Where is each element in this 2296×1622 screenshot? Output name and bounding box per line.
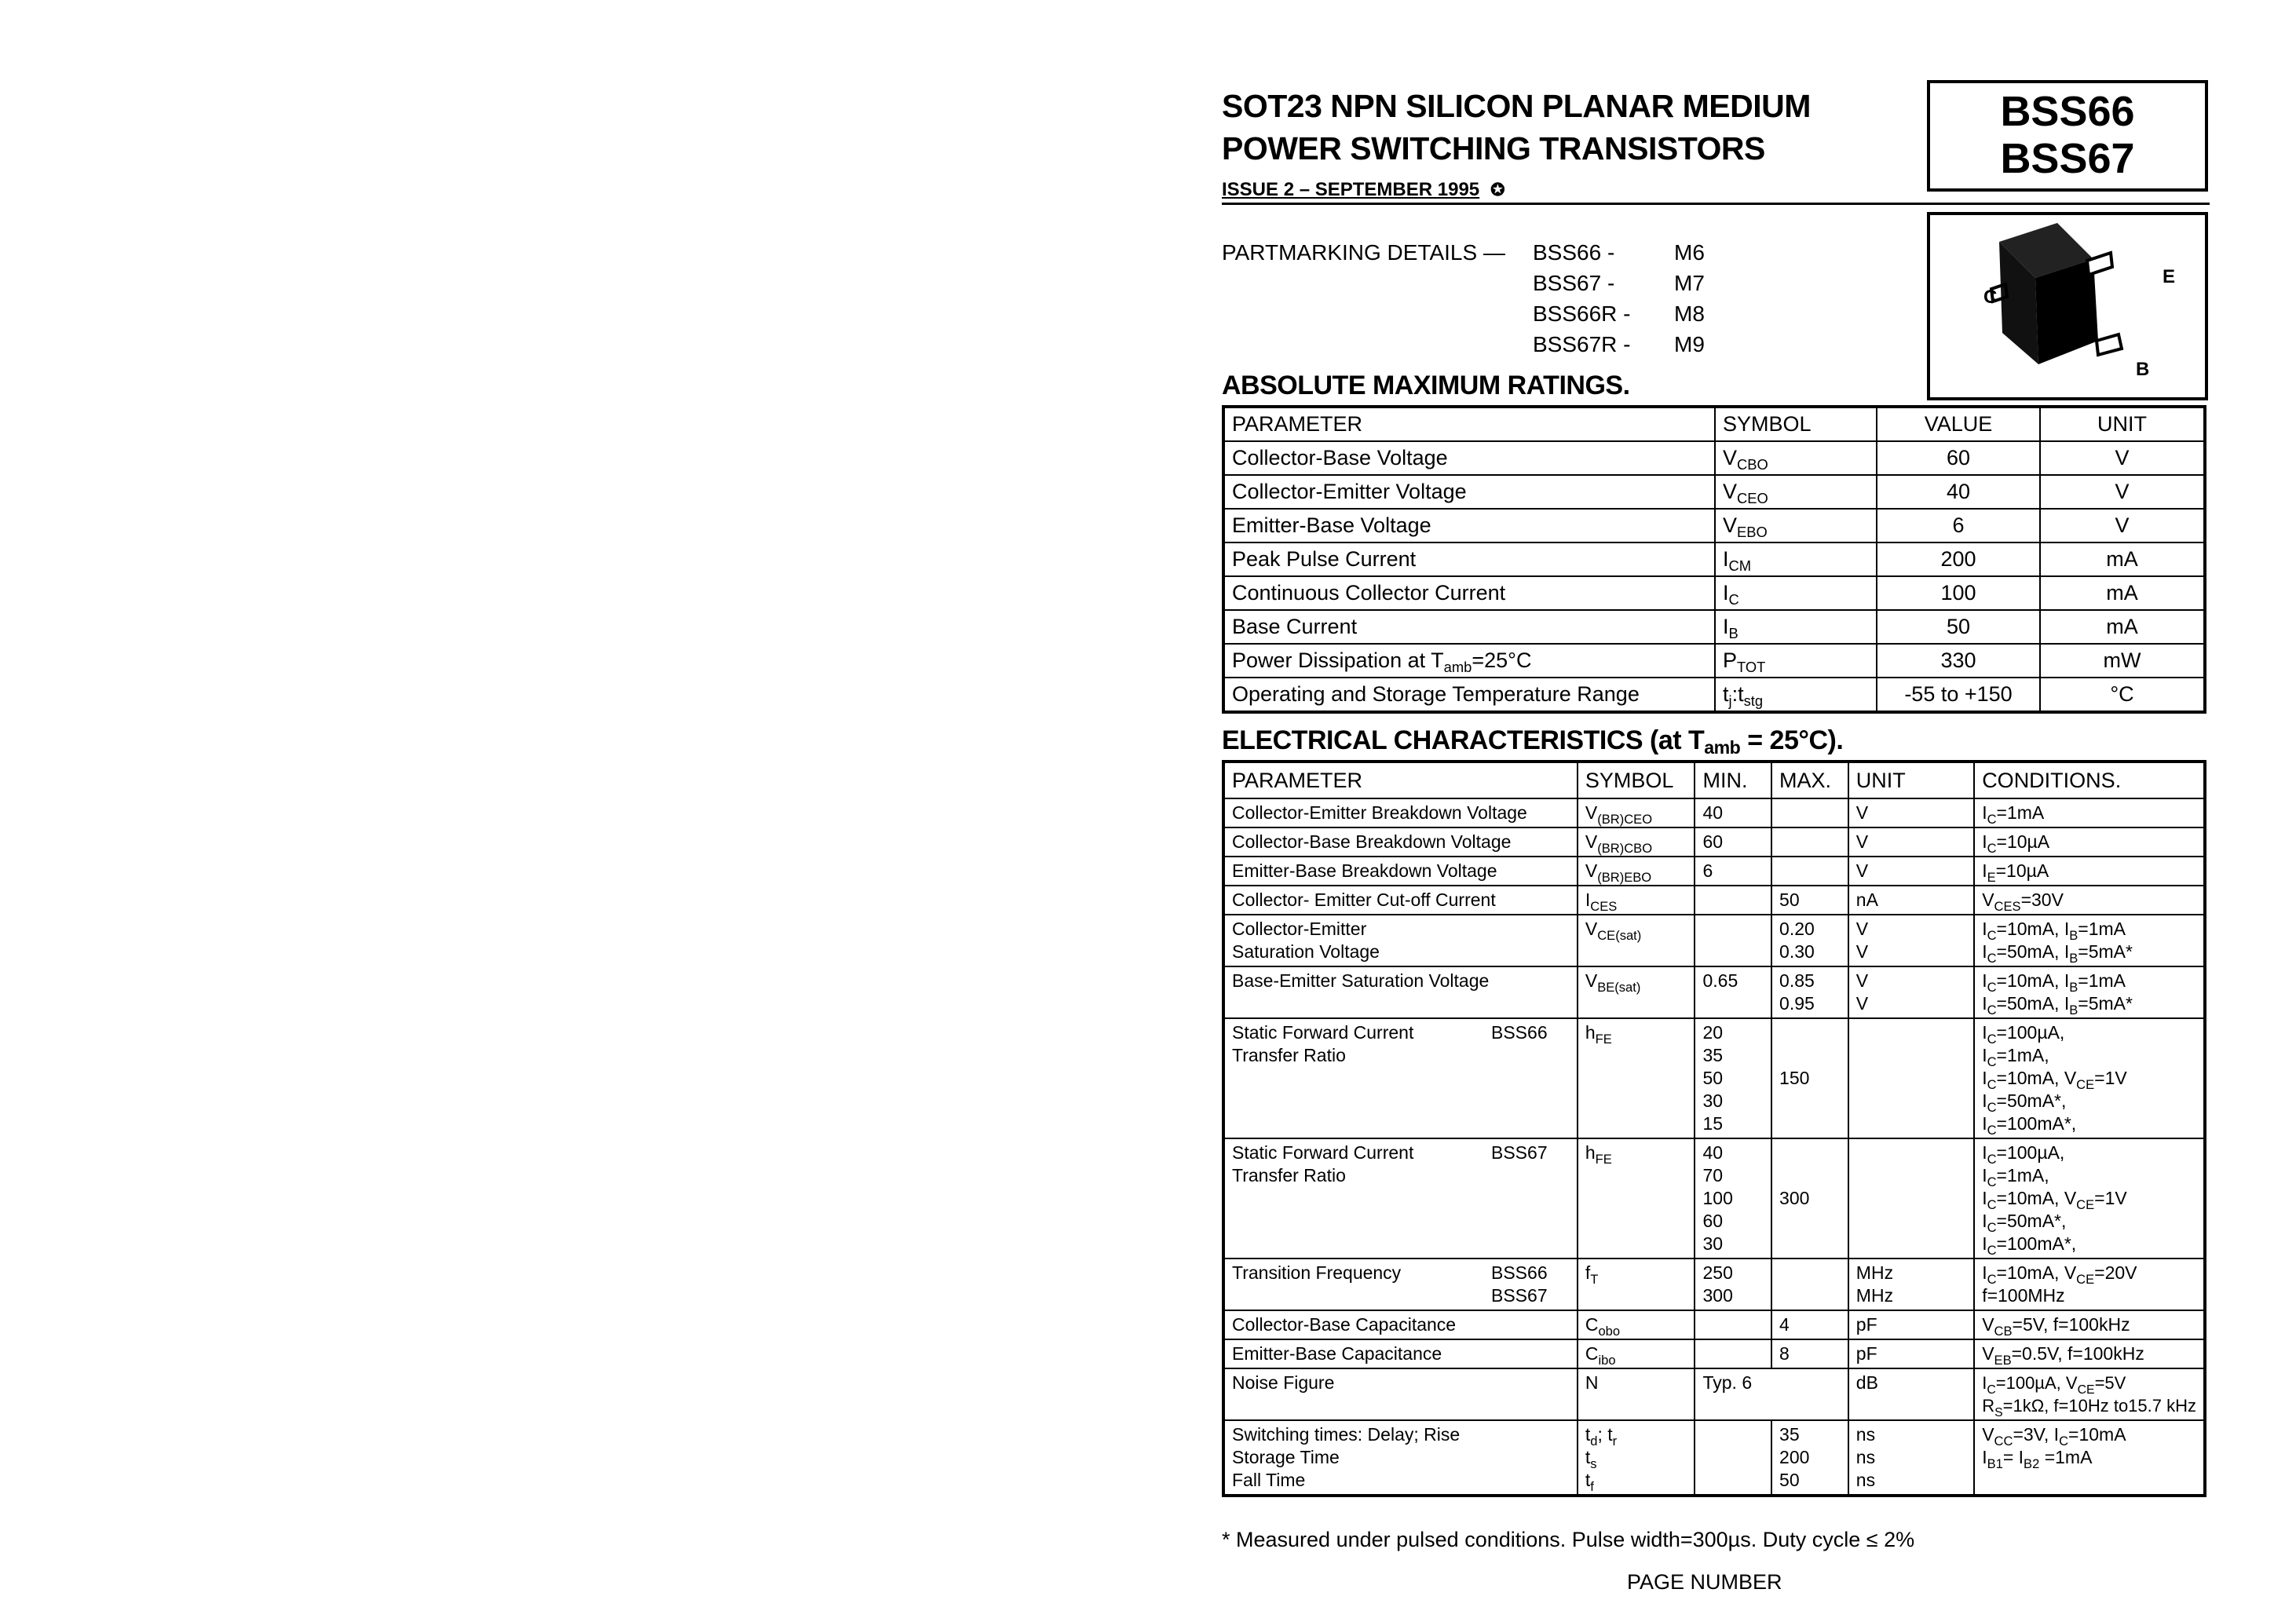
- min-cell: Typ. 6: [1695, 1368, 1848, 1420]
- header-max: MAX.: [1771, 762, 1848, 798]
- min-cell: 250 300: [1695, 1259, 1771, 1310]
- title-line-1: SOT23 NPN SILICON PLANAR MEDIUM: [1222, 88, 1811, 124]
- param-cell: Continuous Collector Current: [1223, 576, 1715, 610]
- param-cell: Static Forward Current Transfer Ratio BSS66: [1223, 1018, 1578, 1138]
- value-cell: 100: [1877, 576, 2040, 610]
- unit-cell: [1848, 1018, 1974, 1138]
- param-cell: Base-Emitter Saturation Voltage: [1223, 966, 1578, 1018]
- unit-cell: dB: [1848, 1368, 1974, 1420]
- unit-cell: V: [2040, 441, 2205, 475]
- param-cell: Collector-Base Breakdown Voltage: [1223, 827, 1578, 857]
- param-cell: Peak Pulse Current: [1223, 542, 1715, 576]
- param-cell: Static Forward Current Transfer Ratio BSS67: [1223, 1138, 1578, 1259]
- part-number-1: BSS66: [2000, 88, 2135, 135]
- max-cell: 0.85 0.95: [1771, 966, 1848, 1018]
- symbol-cell: $C_{ibo}$: [1578, 1339, 1695, 1368]
- param-cell: Noise Figure: [1223, 1368, 1578, 1420]
- table-header-row: [1223, 762, 2205, 798]
- header-parameter: PARAMETER: [1223, 407, 1715, 441]
- table-row: [1223, 798, 2205, 827]
- conditions-cell: $I_C=100\mu A$, $I_C=1mA$, $I_C=10mA$, $V_{CE}=1V$ $I_C=50mA*$, $I_C=100mA*$,: [1974, 1138, 2205, 1259]
- absolute-maximum-ratings-table: [1222, 405, 2206, 714]
- symbol-cell: N: [1578, 1368, 1695, 1420]
- conditions-cell: $I_C=1mA$: [1974, 798, 2205, 827]
- table-header-row: [1223, 407, 2205, 441]
- table-row: [1223, 1259, 2205, 1310]
- document-title: [1222, 85, 1811, 170]
- symbol-cell: $h_{FE}$: [1578, 1138, 1695, 1259]
- param-cell: Emitter-Base Voltage: [1223, 509, 1715, 542]
- symbol-cell: $V_{(BR)CEO}$: [1578, 798, 1695, 827]
- package-drawing: [1927, 212, 2208, 400]
- pin-c-label: C: [1983, 287, 1998, 308]
- header-value: VALUE: [1877, 407, 2040, 441]
- partmark-part: BSS66 -: [1533, 240, 1615, 265]
- conditions-cell: $I_C=100\mu A$, $V_{CE}=5V$ $R_S=1k\Omega$, f=10Hz to15.7 kHz: [1974, 1368, 2205, 1420]
- max-cell: 8: [1771, 1339, 1848, 1368]
- header-parameter: PARAMETER: [1223, 762, 1578, 798]
- footnote: * Measured under pulsed conditions. Pulse width=300µs. Duty cycle ≤ 2%: [1222, 1528, 1915, 1551]
- param-cell: Collector-Emitter Voltage: [1223, 475, 1715, 509]
- partmark-code: M9: [1674, 332, 1705, 356]
- param-cell: Transition Frequency BSS66 BSS67: [1223, 1259, 1578, 1310]
- partmark-row: [1533, 237, 1705, 268]
- param-cell: Operating and Storage Temperature Range: [1223, 678, 1715, 712]
- max-cell: 150: [1771, 1018, 1848, 1138]
- unit-cell: mA: [2040, 610, 2205, 644]
- page-number: PAGE NUMBER: [1627, 1570, 1782, 1594]
- partmark-code: M6: [1674, 240, 1705, 265]
- header-unit: UNIT: [2040, 407, 2205, 441]
- table-row: [1223, 1138, 2205, 1259]
- param-cell: Base Current: [1223, 610, 1715, 644]
- unit-cell: MHz MHz: [1848, 1259, 1974, 1310]
- conditions-cell: $V_{CC}=3V$, $I_C=10mA$ $I_{B1}= I_{B2} =1mA$: [1974, 1420, 2205, 1496]
- param-cell: Emitter-Base Capacitance: [1223, 1339, 1578, 1368]
- min-cell: 40: [1695, 798, 1771, 827]
- partmark-part: BSS66R -: [1533, 301, 1631, 326]
- title-line-2: POWER SWITCHING TRANSISTORS: [1222, 130, 1765, 166]
- symbol-cell: $P_{TOT}$: [1715, 644, 1877, 678]
- electrical-characteristics-table: [1222, 760, 2206, 1497]
- partmark-row: [1533, 329, 1705, 360]
- partmark-code: M7: [1674, 271, 1705, 295]
- unit-cell: ns ns ns: [1848, 1420, 1974, 1496]
- symbol-cell: $V_{BE(sat)}$: [1578, 966, 1695, 1018]
- table-row: [1223, 509, 2205, 542]
- unit-cell: V V: [1848, 966, 1974, 1018]
- table-row: [1223, 475, 2205, 509]
- conditions-cell: $I_C=10mA$, $V_{CE}=20V$ f=100MHz: [1974, 1259, 2205, 1310]
- symbol-cell: $h_{FE}$: [1578, 1018, 1695, 1138]
- param-cell: Collector- Emitter Cut-off Current: [1223, 886, 1578, 915]
- max-cell: [1771, 1259, 1848, 1310]
- min-cell: [1695, 886, 1771, 915]
- unit-cell: nA: [1848, 886, 1974, 915]
- symbol-cell: $C_{obo}$: [1578, 1310, 1695, 1339]
- unit-cell: V: [2040, 475, 2205, 509]
- symbol-cell: $I_C$: [1715, 576, 1877, 610]
- min-cell: [1695, 1339, 1771, 1368]
- max-cell: 35 200 50: [1771, 1420, 1848, 1496]
- header-conditions: CONDITIONS.: [1974, 762, 2205, 798]
- unit-cell: mA: [2040, 576, 2205, 610]
- partmark-part: BSS67R -: [1533, 332, 1631, 356]
- conditions-cell: $I_C=10\mu A$: [1974, 827, 2205, 857]
- table-row: [1223, 1310, 2205, 1339]
- param-cell: Power Dissipation at $T_{amb}=25^\circ C$: [1223, 644, 1715, 678]
- part-number-2: BSS67: [2000, 135, 2135, 182]
- issue-symbol-icon: ✪: [1490, 180, 1505, 199]
- partmark-row: [1533, 298, 1705, 329]
- ec-heading: ELECTRICAL CHARACTERISTICS (at $T_{amb} = 25^\circ C$).: [1222, 725, 1844, 758]
- header-symbol: SYMBOL: [1715, 407, 1877, 441]
- header-unit: UNIT: [1848, 762, 1974, 798]
- symbol-cell: $t_j:t_{stg}$: [1715, 678, 1877, 712]
- table-row: [1223, 542, 2205, 576]
- param-cell: Collector-Emitter Saturation Voltage: [1223, 915, 1578, 966]
- table-row: [1223, 1339, 2205, 1368]
- min-cell: 40 70 100 60 30: [1695, 1138, 1771, 1259]
- table-row: [1223, 576, 2205, 610]
- value-cell: 40: [1877, 475, 2040, 509]
- conditions-cell: $I_C=100\mu A$, $I_C=1mA$, $I_C=10mA$, $V_{CE}=1V$ $I_C=50mA*$, $I_C=100mA*$,: [1974, 1018, 2205, 1138]
- max-cell: 0.20 0.30: [1771, 915, 1848, 966]
- value-cell: 50: [1877, 610, 2040, 644]
- symbol-cell: $V_{EBO}$: [1715, 509, 1877, 542]
- min-cell: 6: [1695, 857, 1771, 886]
- table-row: [1223, 915, 2205, 966]
- min-cell: 0.65: [1695, 966, 1771, 1018]
- symbol-cell: $I_B$: [1715, 610, 1877, 644]
- max-cell: [1771, 798, 1848, 827]
- table-row: [1223, 1420, 2205, 1496]
- unit-cell: mA: [2040, 542, 2205, 576]
- max-cell: 300: [1771, 1138, 1848, 1259]
- header-symbol: SYMBOL: [1578, 762, 1695, 798]
- conditions-cell: $I_C=10mA$, $I_B=1mA$ $I_C=50mA$, $I_B=5mA*$: [1974, 915, 2205, 966]
- conditions-cell: $V_{CB}=5V$, f=100kHz: [1974, 1310, 2205, 1339]
- unit-cell: mW: [2040, 644, 2205, 678]
- table-row: [1223, 857, 2205, 886]
- partmark-row: [1533, 268, 1705, 298]
- min-cell: [1695, 915, 1771, 966]
- symbol-cell: $I_{CM}$: [1715, 542, 1877, 576]
- unit-cell: °C: [2040, 678, 2205, 712]
- unit-cell: pF: [1848, 1339, 1974, 1368]
- table-row: [1223, 1018, 2205, 1138]
- amr-heading: ABSOLUTE MAXIMUM RATINGS.: [1222, 371, 1630, 400]
- param-cell: Emitter-Base Breakdown Voltage: [1223, 857, 1578, 886]
- symbol-cell: $t_d$; $t_r$ $t_s$ $t_f$: [1578, 1420, 1695, 1496]
- symbol-cell: $f_T$: [1578, 1259, 1695, 1310]
- max-cell: [1771, 857, 1848, 886]
- conditions-cell: $V_{CES}=30V$: [1974, 886, 2205, 915]
- partmarking-label: PARTMARKING DETAILS —: [1222, 240, 1505, 265]
- symbol-cell: $V_{(BR)EBO}$: [1578, 857, 1695, 886]
- value-cell: -55 to +150: [1877, 678, 2040, 712]
- partmark-part: BSS67 -: [1533, 271, 1615, 295]
- min-cell: 20 35 50 30 15: [1695, 1018, 1771, 1138]
- sot23-package-icon: [1930, 215, 2205, 397]
- param-cell: Collector-Base Voltage: [1223, 441, 1715, 475]
- partmarking-details: [1222, 237, 1771, 363]
- value-cell: 330: [1877, 644, 2040, 678]
- symbol-cell: $I_{CES}$: [1578, 886, 1695, 915]
- unit-cell: V: [1848, 827, 1974, 857]
- part-number-box: [1927, 80, 2208, 192]
- unit-cell: V: [1848, 798, 1974, 827]
- max-cell: 50: [1771, 886, 1848, 915]
- max-cell: [1771, 827, 1848, 857]
- value-cell: 6: [1877, 509, 2040, 542]
- conditions-cell: $V_{EB}=0.5V$, f=100kHz: [1974, 1339, 2205, 1368]
- unit-cell: V V: [1848, 915, 1974, 966]
- min-cell: [1695, 1310, 1771, 1339]
- param-cell: Switching times: Delay; Rise Storage Time Fall Time: [1223, 1420, 1578, 1496]
- pin-e-label: E: [2163, 266, 2176, 287]
- table-row: [1223, 966, 2205, 1018]
- value-cell: 60: [1877, 441, 2040, 475]
- value-cell: 200: [1877, 542, 2040, 576]
- header-min: MIN.: [1695, 762, 1771, 798]
- header-divider: [1222, 203, 2210, 205]
- symbol-cell: $V_{CE(sat)}$: [1578, 915, 1695, 966]
- table-row: [1223, 1368, 2205, 1420]
- issue-line: [1222, 179, 1505, 201]
- symbol-cell: $V_{CBO}$: [1715, 441, 1877, 475]
- param-cell: Collector-Emitter Breakdown Voltage: [1223, 798, 1578, 827]
- conditions-cell: $I_C=10mA$, $I_B=1mA$ $I_C=50mA$, $I_B=5mA*$: [1974, 966, 2205, 1018]
- max-cell: 4: [1771, 1310, 1848, 1339]
- param-cell: Collector-Base Capacitance: [1223, 1310, 1578, 1339]
- unit-cell: V: [1848, 857, 1974, 886]
- unit-cell: [1848, 1138, 1974, 1259]
- conditions-cell: $I_E=10\mu A$: [1974, 857, 2205, 886]
- unit-cell: pF: [1848, 1310, 1974, 1339]
- min-cell: [1695, 1420, 1771, 1496]
- table-row: [1223, 678, 2205, 712]
- symbol-cell: $V_{(BR)CBO}$: [1578, 827, 1695, 857]
- table-row: [1223, 827, 2205, 857]
- symbol-cell: $V_{CEO}$: [1715, 475, 1877, 509]
- table-row: [1223, 886, 2205, 915]
- unit-cell: V: [2040, 509, 2205, 542]
- issue-text: ISSUE 2 – SEPTEMBER 1995: [1222, 179, 1480, 200]
- table-row: [1223, 644, 2205, 678]
- table-row: [1223, 610, 2205, 644]
- min-cell: 60: [1695, 827, 1771, 857]
- pin-b-label: B: [2136, 359, 2150, 380]
- table-row: [1223, 441, 2205, 475]
- partmark-code: M8: [1674, 301, 1705, 326]
